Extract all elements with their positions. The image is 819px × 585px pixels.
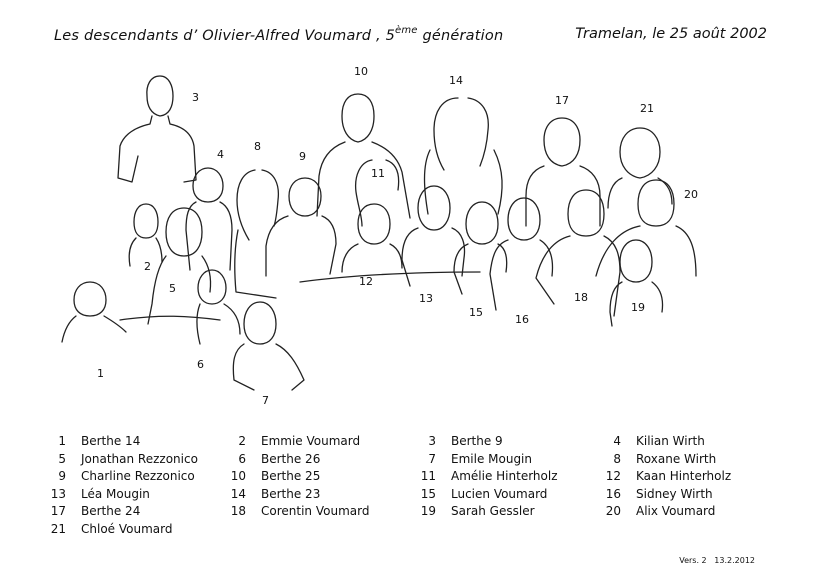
legend-name: Léa Mougin	[81, 486, 150, 501]
legend-number: 16	[605, 486, 621, 501]
legend-number: 15	[420, 486, 436, 501]
figure-outlines	[62, 76, 696, 390]
figure-number-18: 18	[574, 291, 588, 304]
legend-name: Berthe 14	[81, 434, 141, 448]
figure-number-21: 21	[640, 102, 654, 115]
figure-number-11: 11	[371, 167, 385, 180]
legend-number: 14	[230, 486, 246, 501]
legend-entry	[40, 434, 220, 448]
legend-entry	[595, 452, 795, 466]
legend-number: 19	[420, 504, 436, 519]
legend-number: 13	[50, 486, 66, 501]
legend-number: 4	[613, 434, 621, 448]
legend-entry	[40, 504, 220, 518]
legend-name: Sarah Gessler	[451, 504, 535, 519]
figure-number-8: 8	[254, 140, 261, 153]
figure-number-20: 20	[684, 188, 698, 201]
legend-entry	[40, 452, 220, 466]
legend-number: 21	[50, 521, 66, 536]
legend-number: 20	[605, 504, 621, 519]
name-legend	[40, 434, 800, 536]
figure-number-12: 12	[359, 275, 373, 288]
figure-number-2: 2	[144, 260, 151, 273]
place-date: Tramelan, le 25 août 2002	[575, 26, 767, 42]
legend-entry	[40, 522, 220, 536]
figure-number-13: 13	[419, 292, 433, 305]
legend-name: Emmie Voumard	[261, 434, 361, 448]
figure-number-1: 1	[97, 367, 104, 380]
legend-number: 10	[230, 469, 246, 484]
legend-name: Kilian Wirth	[636, 434, 705, 448]
figure-number-14: 14	[449, 74, 463, 87]
legend-number: 9	[58, 469, 66, 484]
figure-number-10: 10	[354, 65, 368, 78]
figure-number-5: 5	[169, 282, 176, 295]
document-title	[54, 26, 503, 44]
legend-number: 3	[428, 434, 436, 448]
legend-entry	[595, 487, 795, 501]
legend-name: Amélie Hinterholz	[451, 469, 558, 484]
figure-number-17: 17	[555, 94, 569, 107]
legend-name: Kaan Hinterholz	[636, 469, 732, 484]
legend-name: Chloé Voumard	[81, 521, 173, 536]
legend-name: Corentin Voumard	[261, 504, 370, 519]
legend-entry	[220, 504, 410, 518]
legend-name: Jonathan Rezzonico	[81, 451, 198, 466]
legend-number: 11	[420, 469, 436, 484]
figure-number-19: 19	[631, 301, 645, 314]
legend-entry	[220, 487, 410, 501]
legend-entry	[410, 434, 595, 448]
legend-entry	[40, 487, 220, 501]
legend-name: Berthe 9	[451, 434, 503, 448]
figure-number-4: 4	[217, 148, 224, 161]
family-outline-drawing	[0, 60, 819, 420]
legend-number: 6	[238, 451, 246, 466]
legend-entry	[220, 434, 410, 448]
legend-entry	[410, 469, 595, 483]
legend-name: Alix Voumard	[636, 504, 716, 519]
legend-entry	[410, 452, 595, 466]
figure-number-3: 3	[192, 91, 199, 104]
legend-name: Berthe 26	[261, 451, 321, 466]
legend-name: Charline Rezzonico	[81, 469, 195, 484]
figure-number-16: 16	[515, 313, 529, 326]
legend-number: 18	[230, 504, 246, 519]
figure-number-9: 9	[299, 150, 306, 163]
legend-name: Berthe 23	[261, 486, 321, 501]
version-footer	[679, 556, 755, 565]
legend-number: 2	[238, 434, 246, 448]
legend-number: 12	[605, 469, 621, 484]
legend-name: Lucien Voumard	[451, 486, 548, 501]
legend-number: 5	[58, 451, 66, 466]
title-main: Les descendants d’ Olivier-Alfred Voumard ,	[54, 27, 381, 44]
legend-entry	[595, 504, 795, 518]
legend-name: Roxane Wirth	[636, 451, 717, 466]
legend-entry	[220, 469, 410, 483]
legend-number: 1	[58, 434, 66, 448]
legend-entry	[220, 452, 410, 466]
legend-number: 8	[613, 451, 621, 466]
generation-suffix: ème	[395, 25, 418, 36]
generation-number: 5	[385, 27, 396, 44]
legend-number: 7	[428, 451, 436, 466]
legend-number: 17	[50, 504, 66, 519]
legend-name: Berthe 25	[261, 469, 321, 484]
legend-entry	[595, 469, 795, 483]
legend-name: Sidney Wirth	[636, 486, 713, 501]
legend-entry	[410, 487, 595, 501]
legend-entry	[595, 434, 795, 448]
legend-name: Emile Mougin	[451, 451, 532, 466]
figure-number-7: 7	[262, 394, 269, 407]
legend-name: Berthe 24	[81, 504, 141, 519]
figure-number-15: 15	[469, 306, 483, 319]
legend-entry	[410, 504, 595, 518]
generation-word: génération	[422, 27, 504, 44]
legend-entry	[40, 469, 220, 483]
version-date: 13.2.2012	[714, 556, 755, 565]
figure-number-6: 6	[197, 358, 204, 371]
version-label: Vers. 2	[679, 556, 707, 565]
